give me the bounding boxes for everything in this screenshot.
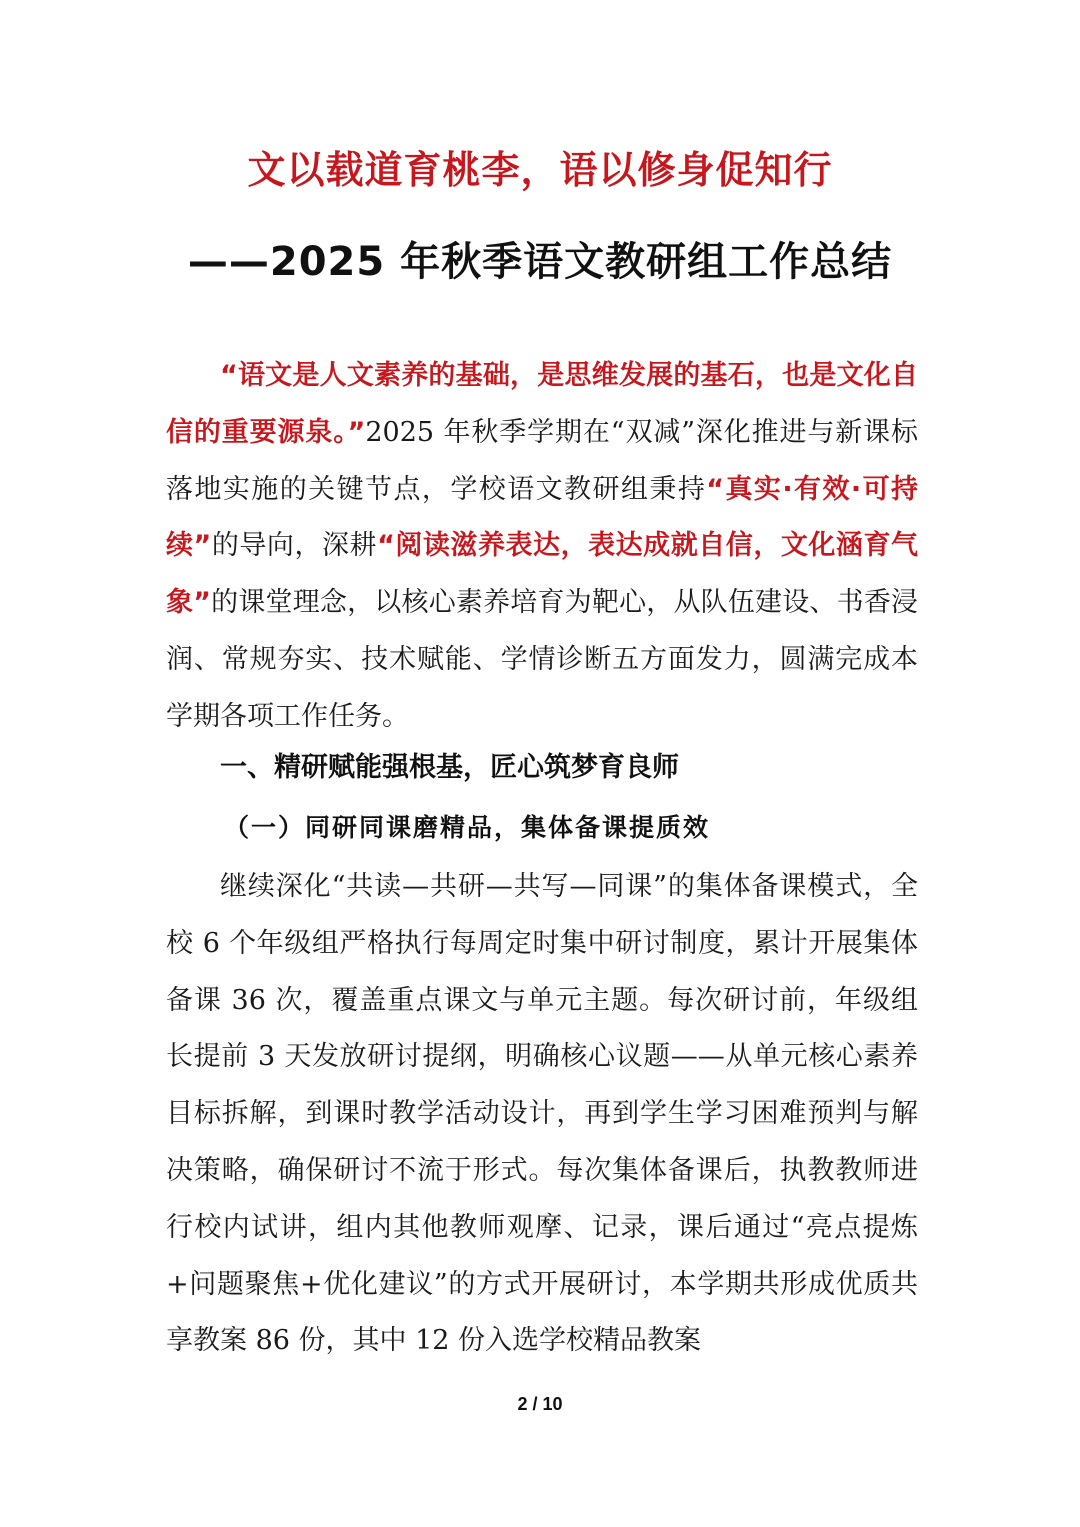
document-subtitle: ——2025 年秋季语文教研组工作总结 [187, 239, 893, 285]
intro-text-2: 的导向，深耕 [211, 530, 378, 562]
body-paragraph-1: 继续深化“共读—共研—共写—同课”的集体备课模式，全校 6 个年级组严格执行每周定时集中研讨制度，累计开展集体备课 36 次，覆盖重点课文与单元主题。每次研讨前，年级组长提前 3 天发放研讨提纲，明确核心议题——从单元核心素养目标拆解，到课时教学活动设计，再到学生学习困难预判与解决策略，确保研讨不流于形式。每次集体备课后，执教教师进行校内试讲，组内其他教师观摩、记录，课后通过“亮点提炼+问题聚焦+优化建议”的方式开展研讨，本学期共形成优质共享教案 86 份，其中 12 份入选学校精品教案 [166, 871, 918, 1357]
subsection-heading-1: （一）同研同课磨精品，集体备课提质效 [224, 813, 711, 842]
intro-highlight-1: “真实·有效·可持续” [166, 473, 919, 562]
document-title: 文以载道育桃李，语以修身促知行 [247, 148, 833, 192]
page-number: 2 / 10 [517, 1394, 563, 1414]
intro-highlight-2: “阅读滋养表达，表达成就自信，文化涵育气象” [166, 530, 919, 619]
intro-quote: “语文是人文素养的基础，是思维发展的基石，也是文化自信的重要源泉。” [166, 360, 918, 448]
intro-text-1: 2025 年秋季学期在“双减”深化推进与新课标落地实施的关键节点，学校语文教研组秉持 [166, 416, 919, 505]
intro-paragraph [166, 348, 918, 746]
section-heading-1: 一、精研赋能强根基，匠心筑梦育良师 [220, 752, 679, 783]
intro-text-3: 的课堂理念，以核心素养培育为靶心，从队伍建设、书香浸润、常规夯实、技术赋能、学情诊断五方面发力，圆满完成本学期各项工作任务。 [166, 587, 919, 732]
